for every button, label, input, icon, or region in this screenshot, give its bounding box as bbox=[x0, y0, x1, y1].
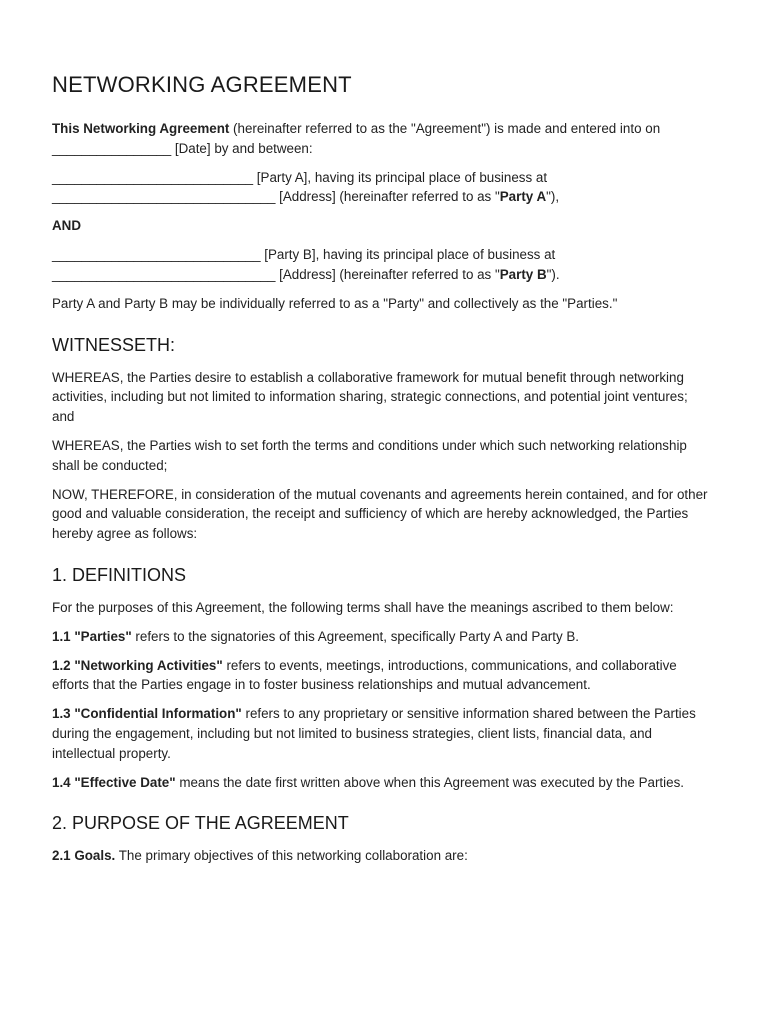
definitions-heading: 1. DEFINITIONS bbox=[52, 564, 187, 585]
party-a-paragraph bbox=[52, 168, 712, 207]
definition-text: refers to events, meetings, introductions, communications, and collaborative efforts that the Parties engage in to foster business relationships and mutual advancement. bbox=[52, 657, 677, 693]
definition-item bbox=[52, 656, 712, 695]
now-therefore-paragraph: NOW, THEREFORE, in consideration of the mutual covenants and agreements herein contained, and for other good and valuable consideration, the receipt and sufficiency of which are hereby acknowledged, the Parties hereby agree as follows: bbox=[52, 486, 708, 541]
definition-term: 1.3 "Confidential Information" bbox=[52, 706, 242, 722]
intro-rest: (hereinafter referred to as the "Agreement") is made and entered into on ________________ [Date] by and between: bbox=[52, 121, 661, 156]
definition-text: means the date first written above when this Agreement was executed by the Parties. bbox=[175, 774, 684, 790]
definition-text: refers to the signatories of this Agreement, specifically Party A and Party B. bbox=[131, 628, 580, 644]
witnesseth-heading: WITNESSETH: bbox=[52, 334, 176, 355]
party-a-name: Party A bbox=[499, 189, 547, 205]
whereas-paragraph-2: WHEREAS, the Parties wish to set forth the terms and conditions under which such networking relationship shall be conducted; bbox=[52, 438, 687, 473]
party-b-suffix: "). bbox=[546, 267, 560, 283]
parties-note: Party A and Party B may be individually referred to as a "Party" and collectively as the "Parties." bbox=[52, 296, 618, 312]
goals-term: 2.1 Goals. bbox=[52, 848, 116, 864]
goals-paragraph bbox=[52, 846, 712, 866]
and-label: AND bbox=[52, 218, 82, 234]
party-b-text: ____________________________ [Party B], having its principal place of business at ______________________________ [Address] (hereinafter referred to as " bbox=[52, 247, 556, 283]
intro-paragraph bbox=[52, 119, 712, 158]
party-a-text: ___________________________ [Party A], having its principal place of business at ______________________________ [Address] (hereinafter referred to as " bbox=[52, 169, 548, 205]
goals-text: The primary objectives of this networking collaboration are: bbox=[115, 848, 468, 864]
definitions-intro: For the purposes of this Agreement, the following terms shall have the meanings ascribed to them below: bbox=[52, 599, 674, 615]
definition-term: 1.2 "Networking Activities" bbox=[52, 657, 223, 673]
party-b-name: Party B bbox=[499, 267, 547, 283]
party-b-paragraph bbox=[52, 245, 712, 284]
purpose-heading: 2. PURPOSE OF THE AGREEMENT bbox=[52, 813, 349, 834]
whereas-paragraph-1: WHEREAS, the Parties desire to establish a collaborative framework for mutual benefit through networking activities, including but not limited to information sharing, strategic connections, and potential joint ventures; and bbox=[52, 369, 688, 424]
definition-text: refers to any proprietary or sensitive information shared between the Parties during the engagement, including but not limited to business strategies, client lists, financial data, and intellectual property. bbox=[52, 706, 696, 761]
document-page bbox=[52, 70, 712, 875]
intro-lead: This Networking Agreement bbox=[52, 121, 230, 136]
party-a-suffix: "), bbox=[546, 189, 560, 205]
definition-term: 1.4 "Effective Date" bbox=[52, 774, 176, 790]
definition-item bbox=[52, 627, 712, 647]
definition-term: 1.1 "Parties" bbox=[52, 628, 132, 644]
document-title: NETWORKING AGREEMENT bbox=[52, 72, 352, 97]
definition-item bbox=[52, 773, 712, 793]
definition-item bbox=[52, 704, 712, 763]
